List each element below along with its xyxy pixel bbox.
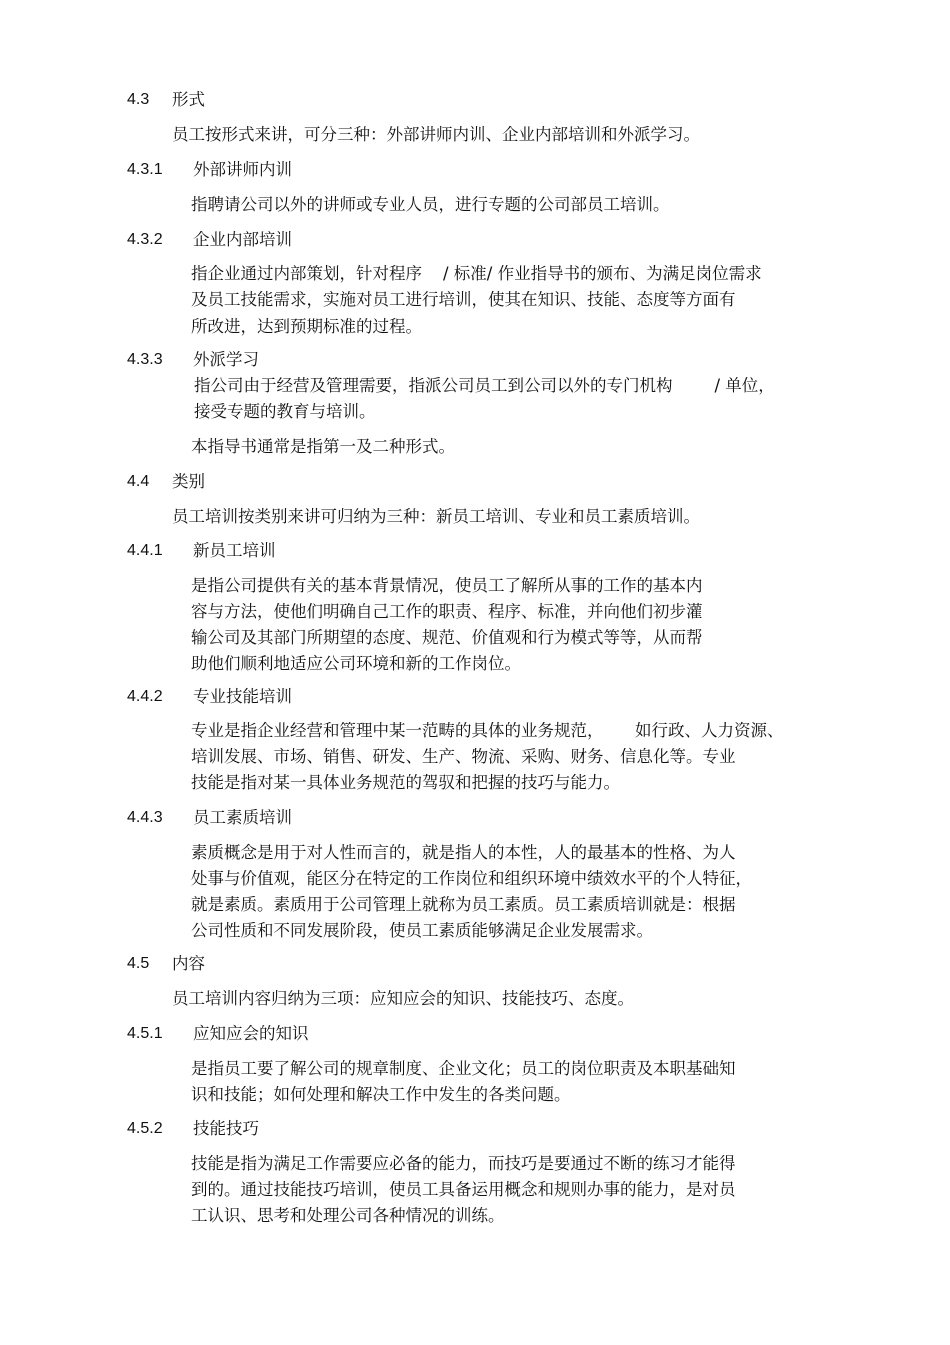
section-title: 内容 (172, 954, 205, 973)
subsection-title: 企业内部培训 (193, 230, 292, 249)
section-intro: 员工按形式来讲，可分三种：外部讲师内训、企业内部培训和外派学习。 (172, 125, 700, 144)
paragraph-line: 容与方法，使他们明确自己工作的职责、程序、标准，并向他们初步灌 (191, 602, 703, 621)
subsection-number: 4.3.3 (127, 351, 163, 368)
paragraph-line: 技能是指对某一具体业务规范的驾驭和把握的技巧与能力。 (191, 773, 620, 792)
subsection-title: 应知应会的知识 (193, 1024, 309, 1043)
paragraph-line: 培训发展、市场、销售、研发、生产、物流、采购、财务、信息化等。专业 (191, 747, 736, 766)
paragraph-line: 就是素质。素质用于公司管理上就称为员工素质。员工素质培训就是：根据 (191, 895, 736, 914)
section-number: 4.4 (127, 473, 150, 490)
paragraph-line: 输公司及其部门所期望的态度、规范、价值观和行为模式等等，从而帮 (191, 628, 703, 647)
subsection-number: 4.5.2 (127, 1120, 163, 1137)
subsection-title: 专业技能培训 (193, 687, 292, 706)
paragraph-line: 指聘请公司以外的讲师或专业人员，进行专题的公司部员工培训。 (191, 195, 670, 214)
subsection-number: 4.4.1 (127, 542, 163, 559)
section-number: 4.5 (127, 955, 150, 972)
paragraph-line: 技能是指为满足工作需要应必备的能力，而技巧是要通过不断的练习才能得 (191, 1154, 736, 1173)
section-title: 类别 (172, 472, 205, 491)
subsection-number: 4.4.3 (127, 809, 163, 826)
paragraph-line: 公司性质和不同发展阶段，使员工素质能够满足企业发展需求。 (191, 921, 653, 940)
subsection-number: 4.3.2 (127, 231, 163, 248)
paragraph-line: 指公司由于经营及管理需要，指派公司员工到公司以外的专门机构 / 单位， (194, 376, 775, 395)
section-title: 形式 (172, 90, 205, 109)
paragraph-line: 识和技能；如何处理和解决工作中发生的各类问题。 (191, 1085, 571, 1104)
subsection-number: 4.5.1 (127, 1025, 163, 1042)
subsection-title: 技能技巧 (193, 1119, 259, 1138)
paragraph-line: 是指公司提供有关的基本背景情况，使员工了解所从事的工作的基本内 (191, 576, 703, 595)
paragraph-line: 到的。通过技能技巧培训，使员工具备运用概念和规则办事的能力，是对员 (191, 1180, 736, 1199)
section-intro: 员工培训按类别来讲可归纳为三种：新员工培训、专业和员工素质培训。 (172, 507, 700, 526)
paragraph-note: 本指导书通常是指第一及二种形式。 (191, 437, 455, 456)
paragraph-line: 是指员工要了解公司的规章制度、企业文化；员工的岗位职责及本职基础知 (191, 1059, 736, 1078)
paragraph-line: 及员工技能需求，实施对员工进行培训，使其在知识、技能、态度等方面有 (191, 290, 736, 309)
paragraph-line: 接受专题的教育与培训。 (194, 402, 376, 421)
paragraph-line: 处事与价值观，能区分在特定的工作岗位和组织环境中绩效水平的个人特征， (191, 869, 752, 888)
paragraph-line: 素质概念是用于对人性而言的，就是指人的本性，人的最基本的性格、为人 (191, 843, 736, 862)
paragraph-line: 工认识、思考和处理公司各种情况的训练。 (191, 1206, 505, 1225)
subsection-number: 4.3.1 (127, 161, 163, 178)
subsection-title: 外派学习 (193, 350, 259, 369)
subsection-title: 员工素质培训 (193, 808, 292, 827)
paragraph-line: 专业是指企业经营和管理中某一范畴的具体的业务规范， 如行政、人力资源、 (191, 721, 784, 740)
subsection-number: 4.4.2 (127, 688, 163, 705)
section-number: 4.3 (127, 91, 150, 108)
subsection-title: 外部讲师内训 (193, 160, 292, 179)
paragraph-line: 指企业通过内部策划，针对程序 / 标准/ 作业指导书的颁布、为满足岗位需求 (191, 264, 762, 283)
section-intro: 员工培训内容归纳为三项：应知应会的知识、技能技巧、态度。 (172, 989, 634, 1008)
paragraph-line: 助他们顺利地适应公司环境和新的工作岗位。 (191, 654, 521, 673)
subsection-title: 新员工培训 (193, 541, 276, 560)
paragraph-line: 所改进，达到预期标准的过程。 (191, 317, 422, 336)
